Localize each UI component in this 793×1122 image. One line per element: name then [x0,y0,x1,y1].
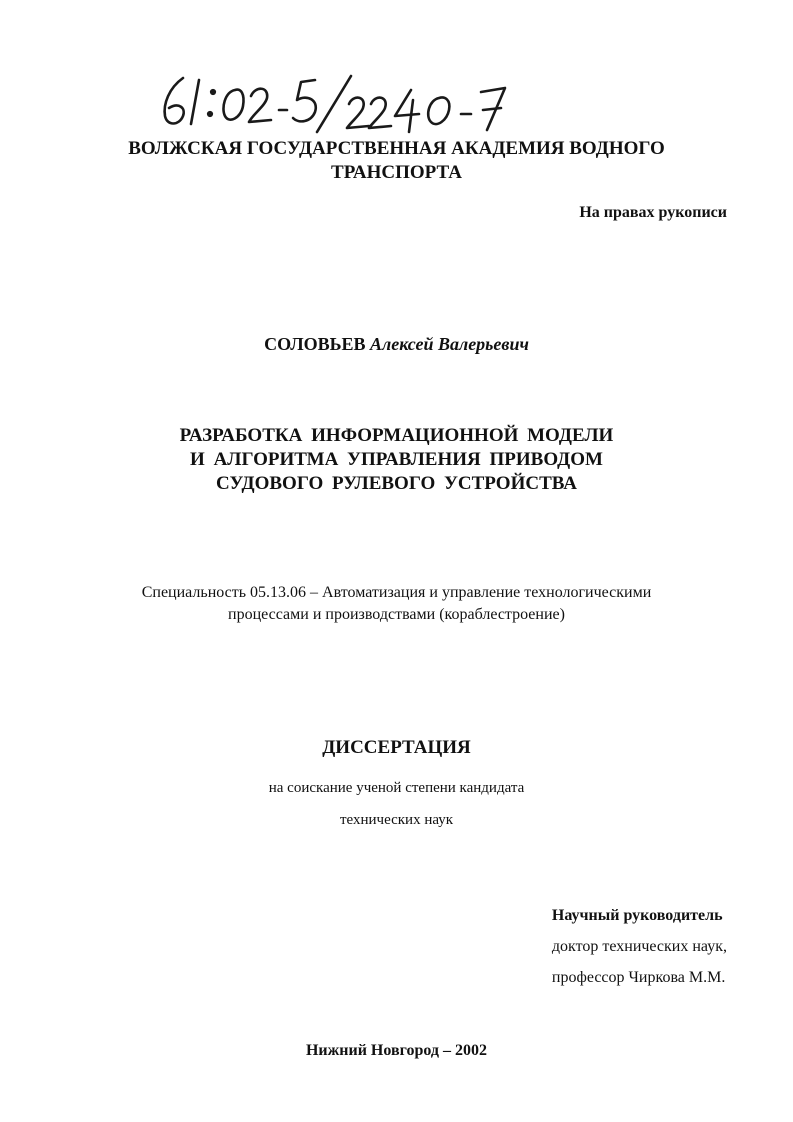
specialty-line-1: Специальность 05.13.06 – Автоматизация и управление технологическими [141,584,652,601]
advisor-degree: доктор технических наук, [551,938,727,955]
title-line-2: И АЛГОРИТМА УПРАВЛЕНИЯ ПРИВОДОМ [190,449,603,470]
author-surname: СОЛОВЬЕВ [264,334,366,354]
place-and-year: Нижний Новгород – 2002 [305,1042,487,1059]
handwritten-archive-number [155,70,545,140]
scientific-advisor [552,900,727,993]
degree-line-1: на соискание ученой степени кандидата [268,780,525,796]
degree-purpose [0,772,793,836]
manuscript-rights-note: На правах рукописи [579,204,727,221]
author-name [0,334,793,355]
author-given-names: Алексей Валерьевич [370,334,529,354]
title-line-1: РАЗРАБОТКА ИНФОРМАЦИОННОЙ МОДЕЛИ [179,425,614,446]
institution-line-2: ТРАНСПОРТА [331,162,462,183]
specialty-line-2: процессами и производствами (кораблестроение) [228,606,565,623]
institution-line-1: ВОЛЖСКАЯ ГОСУДАРСТВЕННАЯ АКАДЕМИЯ ВОДНОГО [128,138,665,159]
institution-name [0,137,793,185]
degree-line-2: технических наук [339,812,454,828]
specialty [0,582,793,626]
title-line-3: СУДОВОГО РУЛЕВОГО УСТРОЙСТВА [216,473,577,494]
advisor-name: профессор Чиркова М.М. [551,969,726,986]
document-type: ДИССЕРТАЦИЯ [322,737,471,758]
dissertation-title [0,424,793,496]
advisor-role: Научный руководитель [551,907,723,924]
